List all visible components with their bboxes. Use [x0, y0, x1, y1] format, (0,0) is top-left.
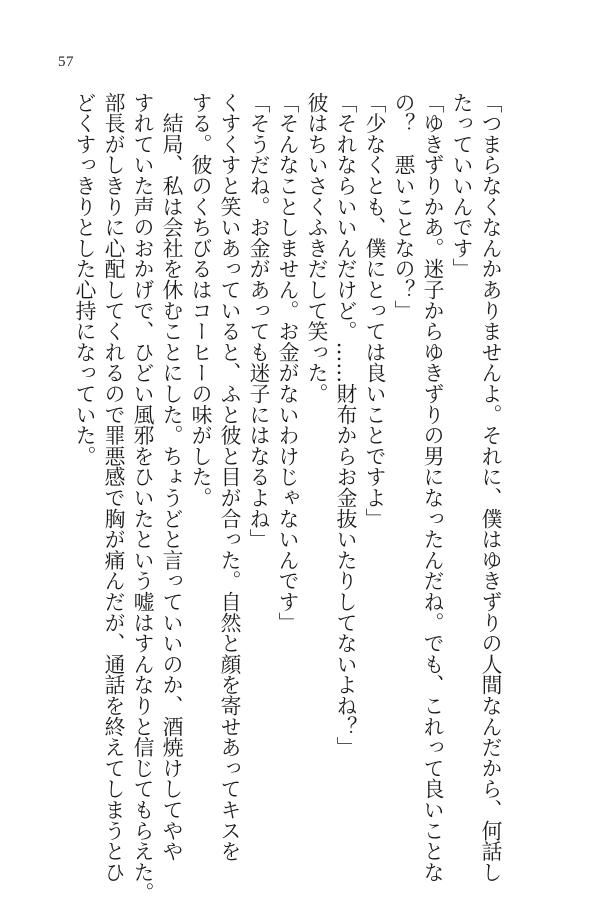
text-line: の？ 悪いことなの？」: [391, 92, 415, 321]
text-line: すれていた声のおかげで、ひどい風邪をひいたという嘘はすんなりと信じてもらえた。: [130, 92, 154, 903]
text-line: 「つまらなくなんかありませんよ。それに、僕はゆきずりの人間なんだから、何話し: [478, 92, 502, 883]
text-line: 「そんなことしません。お金がないわけじゃないんです」: [275, 92, 299, 633]
text-line: たっていいんです」: [449, 92, 473, 280]
body-text: [69, 92, 504, 903]
text-line: 部長がしきりに心配してくれるので罪悪感で胸が痛んだが、通話を終えてしまうとひ: [101, 92, 125, 883]
text-line: 「少なくとも、僕にとっては良いことですよ」: [362, 92, 386, 529]
text-line: する。彼のくちびるはコーヒーの味がした。: [188, 92, 212, 508]
text-line: くすくすと笑いあっていると、ふと彼と目が合った。自然と顔を寄せあってキスを: [217, 92, 241, 862]
text-line: 「そうだね。お金があっても迷子にはなるよね」: [246, 92, 270, 550]
text-line: 「それならいいんだけど。……財布からお金抜いたりしてないよね？」: [333, 92, 357, 758]
text-line: 「ゆきずりかあ。迷子からゆきずりの男になったんだね。でも、これって良いことな: [420, 92, 444, 883]
text-line: 彼はちいさくふきだして笑った。: [304, 92, 328, 404]
text-line: どくすっきりとした心持になっていた。: [72, 92, 96, 467]
text-line: 結局、私は会社を休むことにした。ちょうどと言っていいのか、酒焼けしてやや: [159, 92, 183, 862]
page-number: 57: [58, 54, 74, 70]
